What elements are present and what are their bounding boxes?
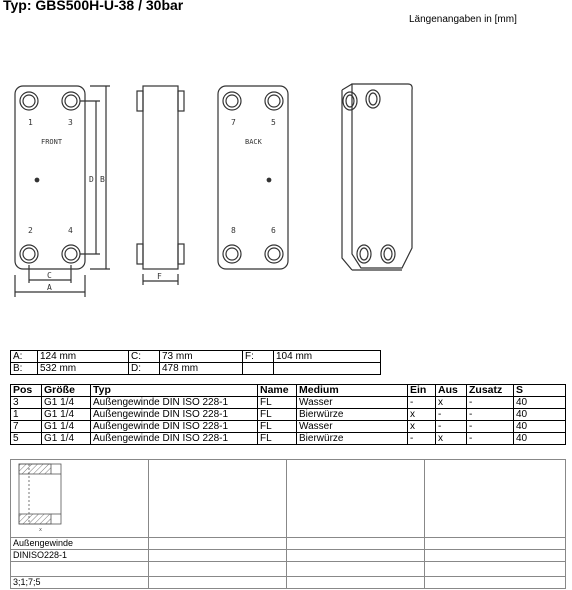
fitting-drawing (13, 460, 73, 534)
column-header: Name (258, 385, 297, 397)
port-7-circle (223, 92, 241, 110)
dimension-key: C: (129, 351, 160, 363)
cell-type: Außengewinde DIN ISO 228-1 (91, 409, 258, 421)
cell-s: 40 (514, 421, 566, 433)
cell-pos: 7 (11, 421, 42, 433)
dimension-label-f: F (157, 272, 162, 281)
port-3-circle (62, 92, 80, 110)
dimension-value: 104 mm (274, 351, 381, 363)
empty-cell (11, 562, 149, 577)
column-header: Ein (408, 385, 436, 397)
cell-in: - (408, 433, 436, 445)
fitting-dimension-label: x (39, 527, 42, 533)
column-header: Medium (297, 385, 408, 397)
table-row (11, 433, 566, 445)
cell-type: Außengewinde DIN ISO 228-1 (91, 433, 258, 445)
empty-cell (287, 460, 425, 538)
port-2-circle (20, 245, 38, 263)
back-label: BACK (245, 138, 262, 146)
cell-medium: Wasser (297, 397, 408, 409)
cell-type: Außengewinde DIN ISO 228-1 (91, 421, 258, 433)
port-label-5: 5 (271, 118, 276, 127)
empty-cell (425, 550, 566, 562)
cell-out: - (436, 409, 467, 421)
cell-name: FL (258, 397, 297, 409)
back-plate-outline (218, 86, 288, 269)
table-row (11, 538, 566, 550)
cell-extra: - (467, 397, 514, 409)
fitting-positions: 3;1;7;5 (11, 577, 149, 589)
port-label-1: 1 (28, 118, 33, 127)
cell-out: x (436, 397, 467, 409)
cell-s: 40 (514, 397, 566, 409)
empty-cell (425, 538, 566, 550)
fitting-drawing-cell (11, 460, 149, 538)
port-label-8: 8 (231, 226, 236, 235)
cell-out: x (436, 433, 467, 445)
front-plate-outline (15, 86, 85, 269)
cell-out: - (436, 421, 467, 433)
table-row (11, 562, 566, 577)
dimensions-table (10, 350, 381, 375)
connections-table (10, 384, 566, 445)
port-label-4: 4 (68, 226, 73, 235)
port-label-3: 3 (68, 118, 73, 127)
fitting-type: Außengewinde (11, 538, 149, 550)
empty-cell (287, 577, 425, 589)
port-label-6: 6 (271, 226, 276, 235)
empty-cell (287, 562, 425, 577)
cell-pos: 3 (11, 397, 42, 409)
dimension-value (274, 363, 381, 375)
dimension-label-a: A (47, 283, 52, 292)
empty-cell (425, 460, 566, 538)
port-1-circle (20, 92, 38, 110)
table-row (11, 550, 566, 562)
dimension-key (243, 363, 274, 375)
table-row (11, 409, 566, 421)
cell-in: x (408, 421, 436, 433)
column-header: Zusatz (467, 385, 514, 397)
cell-medium: Bierwürze (297, 433, 408, 445)
table-row (11, 577, 566, 589)
column-header: S (514, 385, 566, 397)
cell-extra: - (467, 421, 514, 433)
table-row (11, 421, 566, 433)
empty-cell (149, 538, 287, 550)
cell-s: 40 (514, 433, 566, 445)
dimension-value: 532 mm (38, 363, 129, 375)
fitting-standard: DINISO228-1 (11, 550, 149, 562)
table-row (11, 397, 566, 409)
port-8-circle (223, 245, 241, 263)
empty-cell (425, 577, 566, 589)
port-6-circle (265, 245, 283, 263)
side-view-outline (143, 86, 178, 269)
isometric-view (342, 84, 412, 270)
dimension-label-c: C (47, 271, 52, 280)
cell-name: FL (258, 409, 297, 421)
front-label: FRONT (41, 138, 63, 146)
empty-cell (425, 562, 566, 577)
cell-size: G1 1/4 (42, 409, 91, 421)
cell-size: G1 1/4 (42, 421, 91, 433)
dimension-value: 73 mm (160, 351, 243, 363)
column-header: Typ (91, 385, 258, 397)
cell-extra: - (467, 409, 514, 421)
port-label-2: 2 (28, 226, 33, 235)
column-header: Pos (11, 385, 42, 397)
cell-pos: 5 (11, 433, 42, 445)
cell-s: 40 (514, 409, 566, 421)
cell-size: G1 1/4 (42, 433, 91, 445)
empty-cell (149, 577, 287, 589)
empty-cell (287, 538, 425, 550)
cell-size: G1 1/4 (42, 397, 91, 409)
units-note: Längenangaben in [mm] (409, 14, 517, 25)
cell-name: FL (258, 433, 297, 445)
empty-cell (149, 460, 287, 538)
table-row (11, 460, 566, 538)
table-header-row (11, 385, 566, 397)
cell-medium: Bierwürze (297, 409, 408, 421)
cell-medium: Wasser (297, 421, 408, 433)
dimension-key: A: (11, 351, 38, 363)
dimension-value: 124 mm (38, 351, 129, 363)
empty-cell (149, 562, 287, 577)
table-row (11, 363, 381, 375)
dimension-label-d: D (89, 175, 94, 184)
cell-name: FL (258, 421, 297, 433)
port-5-circle (265, 92, 283, 110)
cell-type: Außengewinde DIN ISO 228-1 (91, 397, 258, 409)
document-title: Typ: GBS500H-U-38 / 30bar (3, 0, 184, 13)
empty-cell (287, 550, 425, 562)
cell-in: x (408, 409, 436, 421)
column-header: Größe (42, 385, 91, 397)
cell-extra: - (467, 433, 514, 445)
fitting-table (10, 459, 566, 589)
dimension-key: D: (129, 363, 160, 375)
port-4-circle (62, 245, 80, 263)
dimension-label-b: B (100, 175, 105, 184)
port-label-7: 7 (231, 118, 236, 127)
cell-in: - (408, 397, 436, 409)
table-row (11, 351, 381, 363)
column-header: Aus (436, 385, 467, 397)
dimension-key: F: (243, 351, 274, 363)
dimension-key: B: (11, 363, 38, 375)
cell-pos: 1 (11, 409, 42, 421)
empty-cell (149, 550, 287, 562)
dimension-value: 478 mm (160, 363, 243, 375)
